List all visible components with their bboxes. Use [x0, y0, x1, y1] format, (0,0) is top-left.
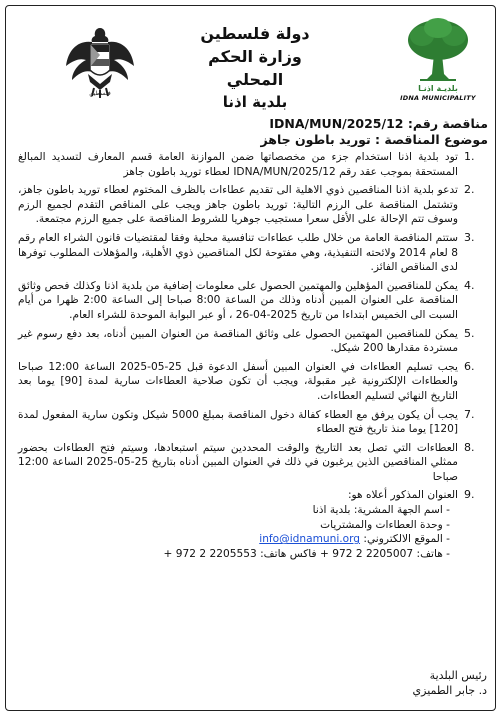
- list-item: [14, 360, 488, 404]
- signature-name: د. جابر الطميزي: [412, 684, 487, 697]
- list-item: [14, 183, 488, 227]
- tender-subject: موضوع المناقصة : توريد باطون جاهز: [260, 132, 488, 147]
- item-number: 6.: [464, 359, 475, 373]
- address-entity: - اسم الجهة المشرية: بلدية اذنا: [312, 504, 450, 517]
- list-item: [14, 327, 488, 356]
- signature-block: [413, 668, 487, 698]
- phone-number: 2205007 2 972 +: [319, 547, 414, 560]
- phone-label: - هاتف:: [413, 547, 450, 560]
- item-number: 2.: [464, 183, 475, 197]
- header-titles: [180, 22, 330, 114]
- item-number: 3.: [464, 230, 475, 244]
- list-item: [14, 408, 488, 437]
- item-text: تدعو بلدية اذنا المناقصين ذوي الاهلية الى تقديم عطاءات بالظرف المختوم لعطاء توريد باطون جاهز، وتشتمل المناقصة على الرزم التالية: توريد باطون جاهز ويجب على المناقص التقدم لجميع الرزم وسوف تتم الإحالة على الأقل سعرا مستجيب جوهريا للشروط المناقصة على جميع الرزم مجتمعة.: [18, 184, 458, 226]
- item-number: 7.: [464, 407, 475, 421]
- address-phone-line: [18, 547, 458, 562]
- letterhead: [0, 0, 503, 115]
- logo-english-text: IDNA MUNICIPALITY: [400, 94, 476, 102]
- item-number: 9.: [464, 488, 475, 502]
- list-item: [14, 150, 488, 179]
- item-text: يمكن للمناقصين المهتمين الحصول على وثائق المناقصة من العنوان المبين أدناه، بعد دفع رسوم غير مستردة مقدارها 200 شيكل.: [18, 327, 458, 355]
- fax-number: 2205553 2 972 +: [163, 547, 257, 560]
- notice-items: [14, 150, 488, 561]
- fax-label: فاكس هاتف:: [256, 547, 320, 560]
- item-number: 4.: [464, 278, 475, 292]
- tender-notice: [14, 116, 488, 565]
- tree-logo-icon: [400, 14, 476, 84]
- address-item: [14, 488, 488, 561]
- item-number: 5.: [464, 326, 475, 340]
- ministry-title: وزارة الحكم المحلي: [208, 47, 302, 89]
- emblem-caption: فلسطين: [89, 90, 111, 97]
- email-link[interactable]: info@idnamuni.org: [259, 533, 361, 546]
- email-label: - الموقع الالكتروني:: [360, 533, 450, 546]
- logo-arabic-text: بلديـة اذنـا: [418, 84, 458, 93]
- item-text: يجب تسليم العطاءات في العنوان المبين أسفل الدعوة قبل 25-05-2025 الساعة 12:00 صباحا والعطاءات الإلكترونية غير مقبولة، ويجب أن تكون صلاحية العطاءات سارية لمدة [90] يوما بعد التاريخ النهائي لتسليم العطاءات.: [18, 360, 459, 402]
- item-number: 1.: [464, 150, 475, 163]
- list-item: [14, 279, 488, 323]
- item-text: ستتم المناقصة العامة من خلال طلب عطاءات تنافسية محلية وفقا لمقتضيات قانون الشراء العام رقم 8 لعام 2014 ولائحته التنفيذية، وهي مفتوحة لكل المناقصين ذوي الأهلية، والمؤهلات المطلوب توفرها لدى المناقص الفائز.: [18, 231, 458, 274]
- item-text: يجب أن يكون يرفق مع العطاء كفالة دخول المناقصة بمبلغ 5000 شيكل وتكون سارية المفعول لمدة [120] يوما منذ تاريخ فتح العطاء: [18, 408, 458, 436]
- item-text: يمكن للمناقصين المؤهلين والمهتمين الحصول على معلومات إضافية من بلدية اذنا وكذلك فحص وثائق المناقصة على العنوان المبين أدناه وذلك من الساعة 8:00 صباحا إلى الساعة 2:00 ظهرا من أيام السبت الى الخميس ابتداءا من تاريخ 2025-04-26 ، أو عبر البوابة الموحدة للشراء العام.: [18, 279, 458, 321]
- list-item: [14, 441, 488, 485]
- item-number: 8.: [464, 440, 475, 454]
- signature-title: رئيس البلدية: [429, 669, 487, 682]
- tender-number: مناقصة رقم: IDNA/MUN/2025/12: [269, 116, 488, 131]
- address-intro: العنوان المذكور أعلاه هو:: [347, 489, 458, 502]
- country-title: دولة فلسطين: [200, 24, 310, 43]
- item-text: العطاءات التي تصل بعد التاريخ والوقت المحددين سيتم استبعادها، وسيتم فتح العطاءات بحضور ممثلي المناقصين الذين يرغبون في ذلك في العنوان المبين أدناه بتاريخ 25-05-2025 الساعة 12:00 صباحا: [18, 441, 458, 483]
- municipality-title: بلدية اذنا: [222, 93, 288, 111]
- address-email-line: [18, 532, 458, 547]
- address-unit: - وحدة العطاءات والمشتريات: [320, 518, 450, 531]
- item-text: تود بلدية اذنا استخدام جزء من مخصصاتها ضمن الموازنة العامة قسم المعارف لتسديد المبالغ المستحقة بموجب عقد رقم IDNA/MUN/2025/12 لعطاء توريد باطون جاهز: [18, 151, 458, 178]
- list-item: [14, 231, 488, 275]
